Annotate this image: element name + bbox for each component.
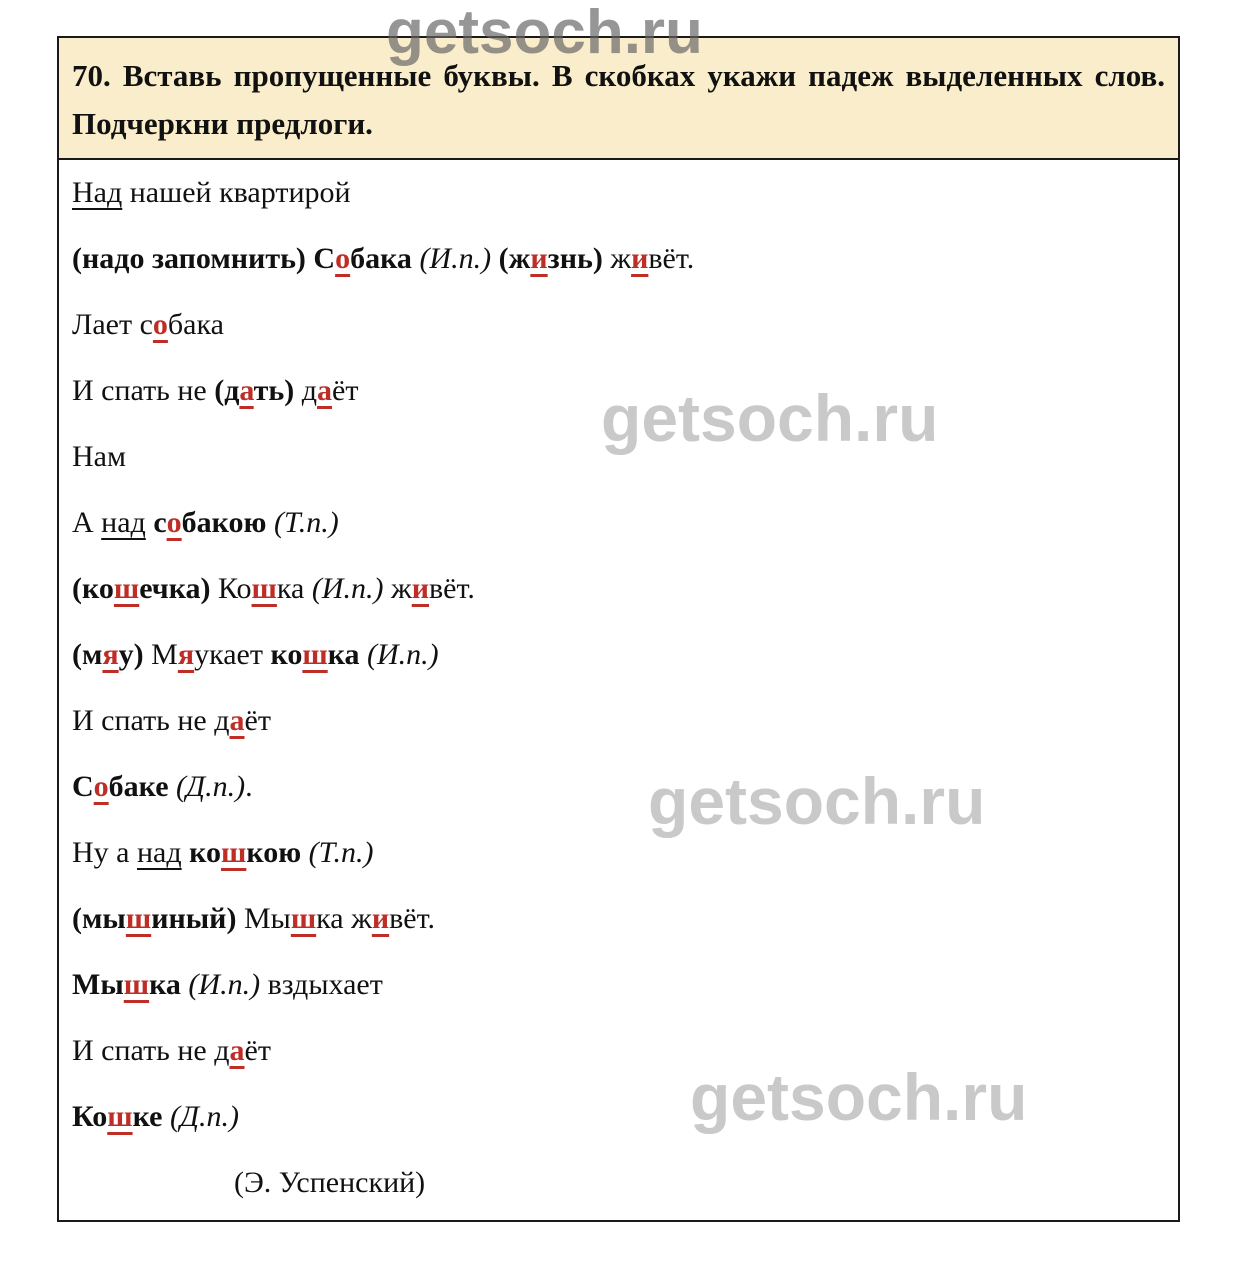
watermark-getsoch: getsoch.ru: [601, 381, 939, 455]
poem-text-segment: с: [153, 506, 167, 539]
poem-line: [72, 556, 1165, 622]
exercise-header: [59, 38, 1178, 160]
poem-line: [72, 754, 1165, 820]
inserted-letter: ш: [221, 836, 247, 869]
poem-text-segment: И спать не: [72, 374, 215, 407]
poem-text-segment: ёт: [332, 374, 359, 407]
poem-text-segment: И спать не д: [72, 1034, 230, 1067]
underlined-preposition: над: [101, 506, 146, 539]
inserted-letter: ш: [123, 968, 150, 1001]
poem-text-segment: С: [313, 242, 336, 275]
poem-text-segment: укает: [194, 638, 271, 671]
poem-text-segment: баке: [108, 770, 177, 803]
poem-text-segment: И спать не д: [72, 704, 230, 737]
inserted-letter: и: [530, 242, 548, 275]
poem-text-segment: ж: [610, 242, 632, 275]
poem-line: [72, 820, 1165, 886]
case-marker: (И.п.): [311, 572, 384, 605]
poem-text-segment: ка ж: [316, 902, 372, 935]
inserted-letter: о: [335, 242, 351, 275]
watermark-getsoch: getsoch.ru: [690, 1060, 1028, 1134]
poem-text-segment: М: [151, 638, 178, 671]
poem-text-segment: ка: [276, 572, 312, 605]
poem-text-segment: Мы: [72, 968, 124, 1001]
poem-text-segment: Мы: [243, 902, 291, 935]
poem-line: [72, 292, 1165, 358]
poem-text-segment: Ко: [218, 572, 252, 605]
inserted-letter: а: [229, 704, 245, 737]
poem-text-segment: ка: [327, 638, 368, 671]
inserted-letter: ш: [302, 638, 328, 671]
inserted-letter: ш: [113, 572, 140, 605]
poem-text-segment: (м: [72, 638, 103, 671]
poem-text-segment: [491, 242, 499, 275]
poem-text-segment: ть): [253, 374, 302, 407]
poem-text-segment: вёт.: [648, 242, 695, 275]
inserted-letter: и: [411, 572, 429, 605]
poem-line: [72, 622, 1165, 688]
poem-text-segment: у): [118, 638, 152, 671]
poem-text-segment: иный): [151, 902, 244, 935]
inserted-letter: а: [229, 1034, 245, 1067]
inserted-letter: о: [152, 308, 168, 341]
poem-text-segment: Лает с: [72, 308, 153, 341]
poem-text-segment: ж: [383, 572, 412, 605]
poem-text-segment: (мы: [72, 902, 126, 935]
poem-line: [72, 952, 1165, 1018]
inserted-letter: я: [102, 638, 119, 671]
inserted-letter: и: [631, 242, 649, 275]
poem-text-segment: ко: [189, 836, 222, 869]
poem-line: [72, 886, 1165, 952]
poem-text-segment: бака: [167, 308, 224, 341]
poem-line: [72, 1084, 1165, 1150]
poem-text-segment: ко: [270, 638, 303, 671]
poem-text-segment: бака: [350, 242, 420, 275]
inserted-letter: я: [177, 638, 195, 671]
case-marker: (Д.п.): [176, 770, 246, 803]
poem-text-segment: д: [301, 374, 318, 407]
poem-text-segment: ёт: [244, 704, 271, 737]
inserted-letter: ш: [251, 572, 277, 605]
poem-text-segment: Нам: [72, 440, 126, 473]
poem-text-segment: кою: [246, 836, 309, 869]
poem-text-segment: [182, 836, 190, 869]
poem-text-segment: ёт: [244, 1034, 271, 1067]
inserted-letter: о: [166, 506, 182, 539]
underlined-preposition: Над: [72, 176, 123, 209]
poem-text-segment: Ко: [72, 1100, 108, 1133]
poem-text-segment: Ну а: [72, 836, 137, 869]
case-marker: (И.п.): [419, 242, 492, 275]
poem-text-segment: бакою: [181, 506, 274, 539]
poem-text-segment: С: [72, 770, 94, 803]
poem-text-segment: вздыхает: [260, 968, 383, 1001]
underlined-preposition: над: [136, 836, 182, 869]
poem-text-segment: ке: [132, 1100, 170, 1133]
poem-text-segment: (д: [214, 374, 240, 407]
poem-line: [72, 226, 1165, 292]
inserted-letter: о: [93, 770, 109, 803]
poem-line: [72, 160, 1165, 226]
poem-author-line: [72, 1150, 1165, 1216]
poem-line: [72, 424, 1165, 490]
case-marker: (Т.п.): [273, 506, 339, 539]
poem-text-segment: (надо запомнить): [72, 242, 314, 275]
poem-text-segment: (Э. Успенский): [234, 1166, 426, 1199]
watermark-getsoch: getsoch.ru: [648, 764, 986, 838]
inserted-letter: а: [317, 374, 333, 407]
poem-text-segment: (ко: [72, 572, 114, 605]
exercise-box: [57, 36, 1180, 1222]
watermark-getsoch: getsoch.ru: [386, 0, 703, 67]
case-marker: (Д.п.): [169, 1100, 240, 1133]
inserted-letter: а: [239, 374, 254, 407]
inserted-letter: и: [371, 902, 390, 935]
poem-text-segment: знь): [547, 242, 611, 275]
poem-text-segment: ечка): [139, 572, 219, 605]
inserted-letter: ш: [125, 902, 152, 935]
poem-text-segment: (ж: [498, 242, 531, 275]
poem-text-segment: вёт.: [389, 902, 435, 935]
exercise-instruction-line1: 70. Вставь пропущенные буквы. В скобках укажи падеж выделенных слов.: [72, 58, 1165, 93]
inserted-letter: ш: [290, 902, 317, 935]
poem-text-segment: вёт.: [429, 572, 475, 605]
poem-text-segment: .: [245, 770, 253, 803]
case-marker: (И.п.): [188, 968, 261, 1001]
poem-line: [72, 358, 1165, 424]
case-marker: (Т.п.): [308, 836, 374, 869]
poem-line: [72, 688, 1165, 754]
poem-text-segment: нашей квартирой: [122, 176, 351, 209]
exercise-instruction-line2: Подчеркни предлоги.: [72, 106, 373, 141]
poem-line: [72, 1018, 1165, 1084]
inserted-letter: ш: [107, 1100, 133, 1133]
poem-text-segment: ка: [149, 968, 189, 1001]
case-marker: (И.п.): [367, 638, 439, 671]
poem-text-segment: А: [72, 506, 102, 539]
poem-line: [72, 490, 1165, 556]
poem-text: [59, 160, 1178, 1216]
